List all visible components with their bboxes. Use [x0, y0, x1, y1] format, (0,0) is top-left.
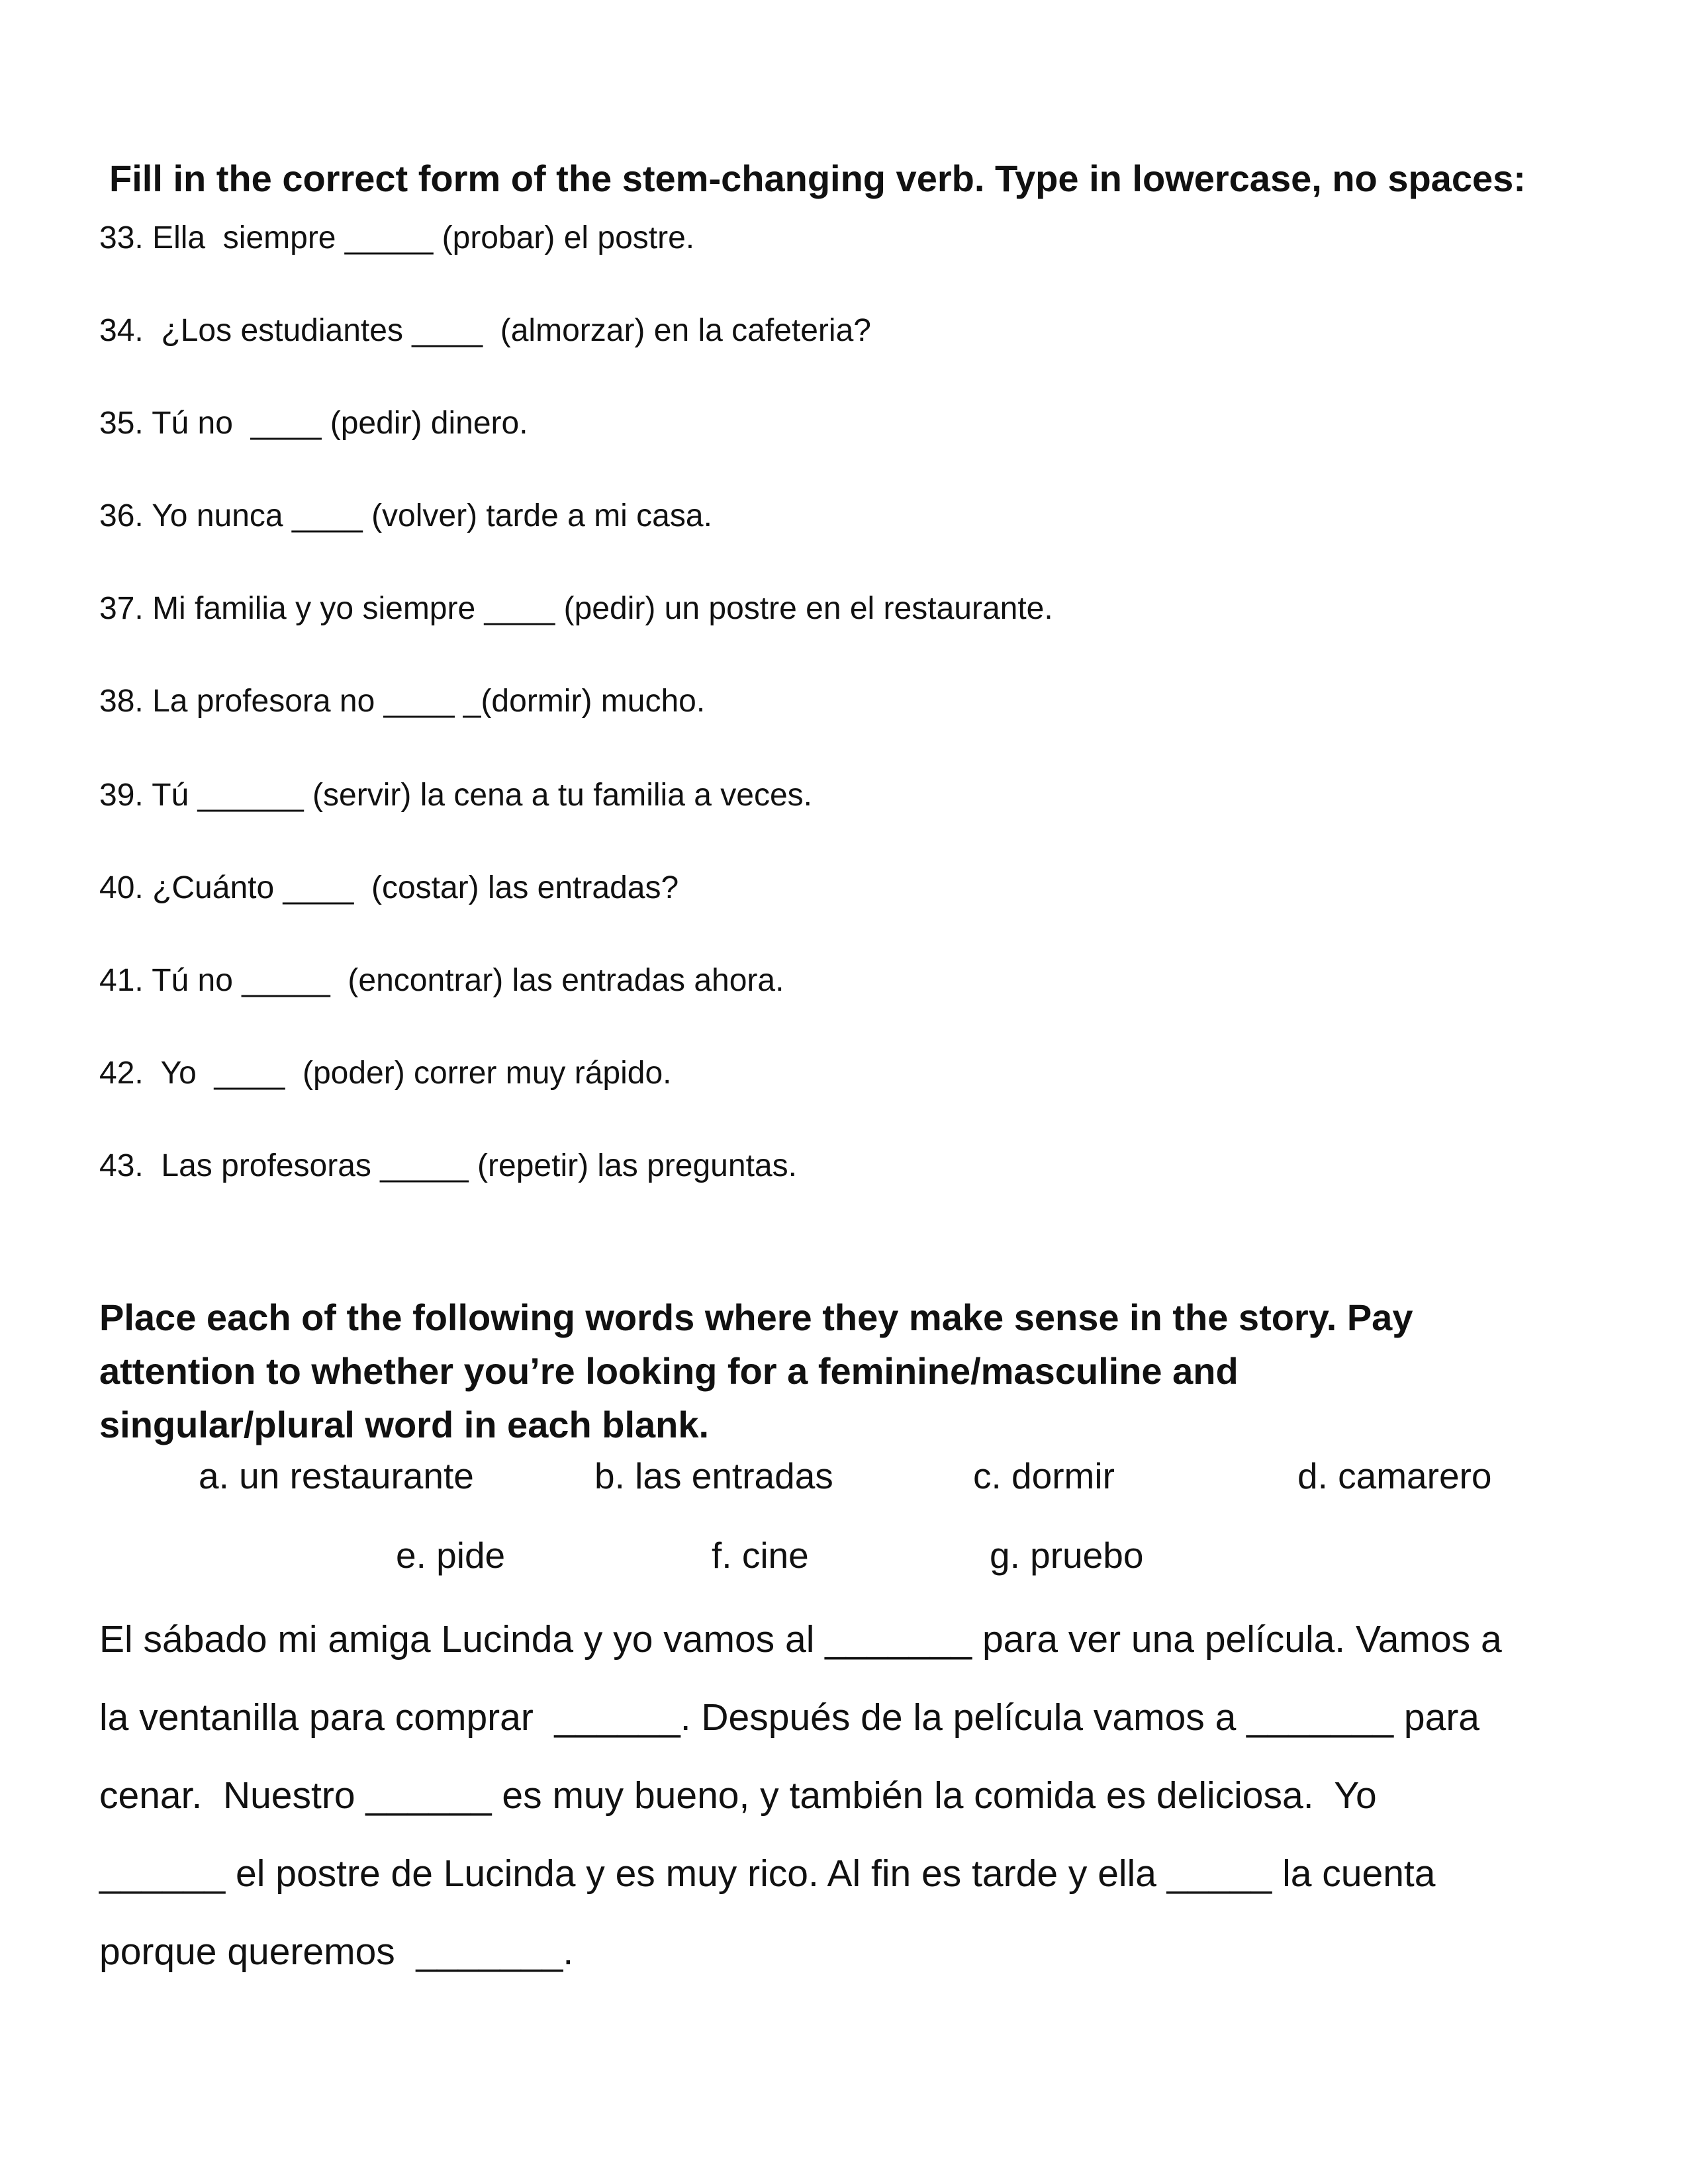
story-paragraph: [99, 1600, 1595, 1991]
story-line: El sábado mi amiga Lucinda y yo vamos al _______ para ver una película. Vamos a: [99, 1618, 1502, 1661]
word-bank-item-a: a. un restaurante: [199, 1455, 474, 1496]
question-38: 38. La profesora no ____ _(dormir) mucho.: [99, 684, 706, 719]
word-bank-item-d: d. camarero: [1297, 1455, 1492, 1496]
story-line: la ventanilla para comprar ______. Después de la película vamos a _______ para: [99, 1696, 1480, 1739]
question-40: 40. ¿Cuánto ____ (costar) las entradas?: [99, 870, 679, 905]
question-43: 43. Las profesoras _____ (repetir) las preguntas.: [99, 1148, 797, 1183]
word-bank-item-g: g. pruebo: [990, 1535, 1144, 1576]
story-line: cenar. Nuestro ______ es muy bueno, y también la comida es deliciosa. Yo: [99, 1774, 1377, 1817]
story-line: ______ el postre de Lucinda y es muy rico. Al fin es tarde y ella _____ la cuenta: [99, 1852, 1436, 1895]
section1-heading: Fill in the correct form of the stem-changing verb. Type in lowercase, no spaces:: [109, 158, 1526, 199]
section2-heading: [99, 1291, 1589, 1451]
story-line: porque queremos _______.: [99, 1931, 574, 1973]
section2-heading-line: singular/plural word in each blank.: [99, 1404, 710, 1445]
word-bank-item-c: c. dormir: [973, 1455, 1115, 1496]
section2-heading-line: Place each of the following words where they make sense in the story. Pay: [99, 1297, 1413, 1338]
question-39: 39. Tú ______ (servir) la cena a tu familia a veces.: [99, 778, 812, 813]
question-41: 41. Tú no _____ (encontrar) las entradas ahora.: [99, 963, 784, 998]
question-42: 42. Yo ____ (poder) correr muy rápido.: [99, 1056, 672, 1091]
question-35: 35. Tú no ____ (pedir) dinero.: [99, 406, 528, 441]
section2-heading-line: attention to whether you’re looking for a feminine/masculine and: [99, 1350, 1239, 1392]
word-bank-item-b: b. las entradas: [594, 1455, 833, 1496]
question-36: 36. Yo nunca ____ (volver) tarde a mi casa.: [99, 498, 712, 533]
question-37: 37. Mi familia y yo siempre ____ (pedir) un postre en el restaurante.: [99, 591, 1053, 626]
question-34: 34. ¿Los estudiantes ____ (almorzar) en la cafeteria?: [99, 313, 871, 348]
word-bank-item-f: f. cine: [712, 1535, 809, 1576]
word-bank-item-e: e. pide: [396, 1535, 506, 1576]
question-33: 33. Ella siempre _____ (probar) el postre.: [99, 220, 695, 255]
